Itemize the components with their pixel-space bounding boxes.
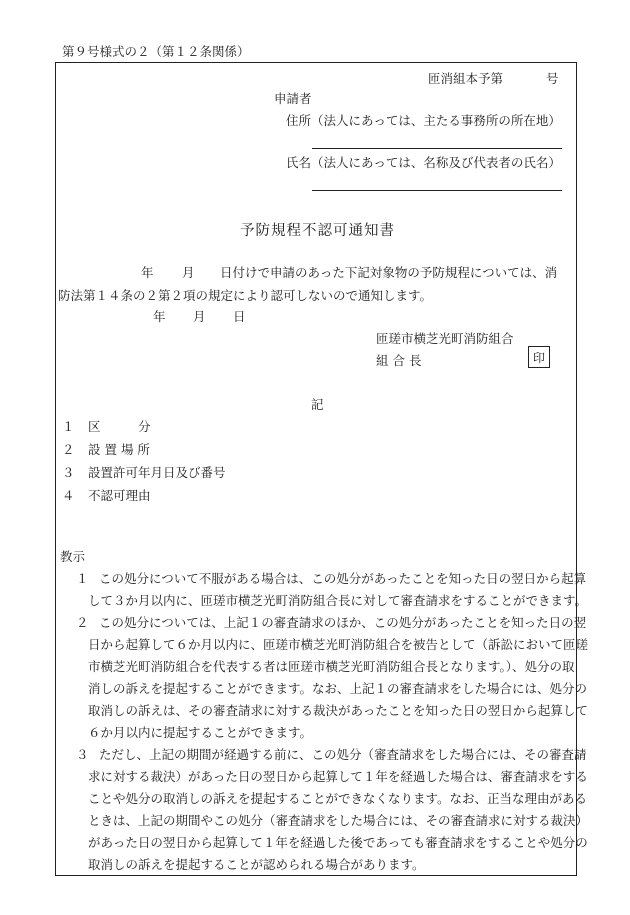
item-label-location: 設 置 場 所 bbox=[88, 442, 150, 457]
item-number: １ bbox=[62, 419, 75, 434]
document-title: 予防規程不認可通知書 bbox=[240, 223, 395, 239]
item-label-category: 区 分 bbox=[88, 419, 151, 434]
notice-line: 取消しの訴えは、その審査請求に対する裁決があったことを知った日の翌日から起算して bbox=[88, 703, 588, 718]
item-label-reason: 不認可理由 bbox=[88, 488, 151, 503]
form-label: 第９号様式の２（第１２条関係） bbox=[62, 44, 250, 59]
doc-number-prefix: 匝消組本予第 bbox=[428, 71, 504, 86]
body-date-month: 月 bbox=[182, 265, 195, 280]
notice-heading: 教示 bbox=[60, 549, 86, 564]
seal-stamp: 印 bbox=[528, 346, 550, 368]
notice-line: 消しの訴えを提起することができます。なお、上記１の審査請求をした場合には、処分の bbox=[88, 681, 588, 696]
issue-date-month: 月 bbox=[193, 309, 206, 324]
issue-date-year: 年 bbox=[153, 309, 166, 324]
address-label: 住所（法人にあっては、主たる事務所の所在地） bbox=[286, 113, 561, 128]
notice-line: ただし、上記の期間が経過する前に、この処分（審査請求をした場合には、その審査請 bbox=[99, 747, 587, 762]
record-heading: 記 bbox=[311, 397, 324, 412]
notice-line: ６か月以内に提起することができます。 bbox=[88, 725, 313, 740]
body-date-year: 年 bbox=[141, 265, 154, 280]
notice-line: 取消しの訴えを提起することが認められる場合があります。 bbox=[88, 857, 425, 872]
issue-date-day: 日 bbox=[233, 309, 246, 324]
notice-line: 日から起算して６か月以内に、匝瑳市横芝光町消防組合を被告として（訴訟において匝瑳 bbox=[88, 637, 589, 652]
body-line-2: 防法第１４条の２第２項の規定により認可しないので通知します。 bbox=[58, 288, 433, 303]
document-frame bbox=[55, 62, 589, 876]
item-number: ４ bbox=[62, 488, 75, 503]
notice-line: があった日の翌日から起算して１年を経過した後であっても審査請求をすることや処分の bbox=[88, 835, 588, 850]
notice-number: ２ bbox=[76, 615, 89, 630]
item-label-permit: 設置許可年月日及び番号 bbox=[88, 465, 226, 480]
notice-line: して３か月以内に、匝瑳市横芝光町消防組合長に対して審査請求をすることができます。 bbox=[88, 593, 588, 608]
notice-line: 求に対する裁決）があった日の翌日から起算して１年を経過した場合は、審査請求をする bbox=[88, 769, 588, 784]
item-number: ３ bbox=[62, 465, 75, 480]
notice-line: ことや処分の取消しの訴えを提起することができなくなります。なお、正当な理由がある bbox=[88, 791, 588, 806]
notice-line: 市横芝光町消防組合を代表する者は匝瑳市横芝光町消防組合長となります。）、処分の取 bbox=[88, 659, 575, 674]
body-line-1: 日付けで申請のあった下記対象物の予防規程については、消 bbox=[220, 265, 558, 280]
issuer-title: 組 合 長 bbox=[376, 353, 422, 368]
address-line bbox=[312, 148, 562, 149]
notice-line: ときは、上記の期間やこの処分（審査請求をした場合には、その審査請求に対する裁決） bbox=[88, 813, 589, 828]
name-line bbox=[312, 190, 562, 191]
issuer-org: 匝瑳市横芝光町消防組合 bbox=[376, 331, 514, 346]
doc-number-suffix: 号 bbox=[546, 71, 559, 86]
applicant-label: 申請者 bbox=[274, 91, 312, 106]
item-number: ２ bbox=[62, 442, 75, 457]
notice-number: １ bbox=[76, 571, 89, 586]
notice-line: この処分について不服がある場合は、この処分があったことを知った日の翌日から起算 bbox=[99, 571, 587, 586]
notice-number: ３ bbox=[76, 747, 89, 762]
name-label: 氏名（法人にあっては、名称及び代表者の氏名） bbox=[286, 155, 561, 170]
notice-line: この処分については、上記１の審査請求のほか、この処分があったことを知った日の翌 bbox=[99, 615, 587, 630]
